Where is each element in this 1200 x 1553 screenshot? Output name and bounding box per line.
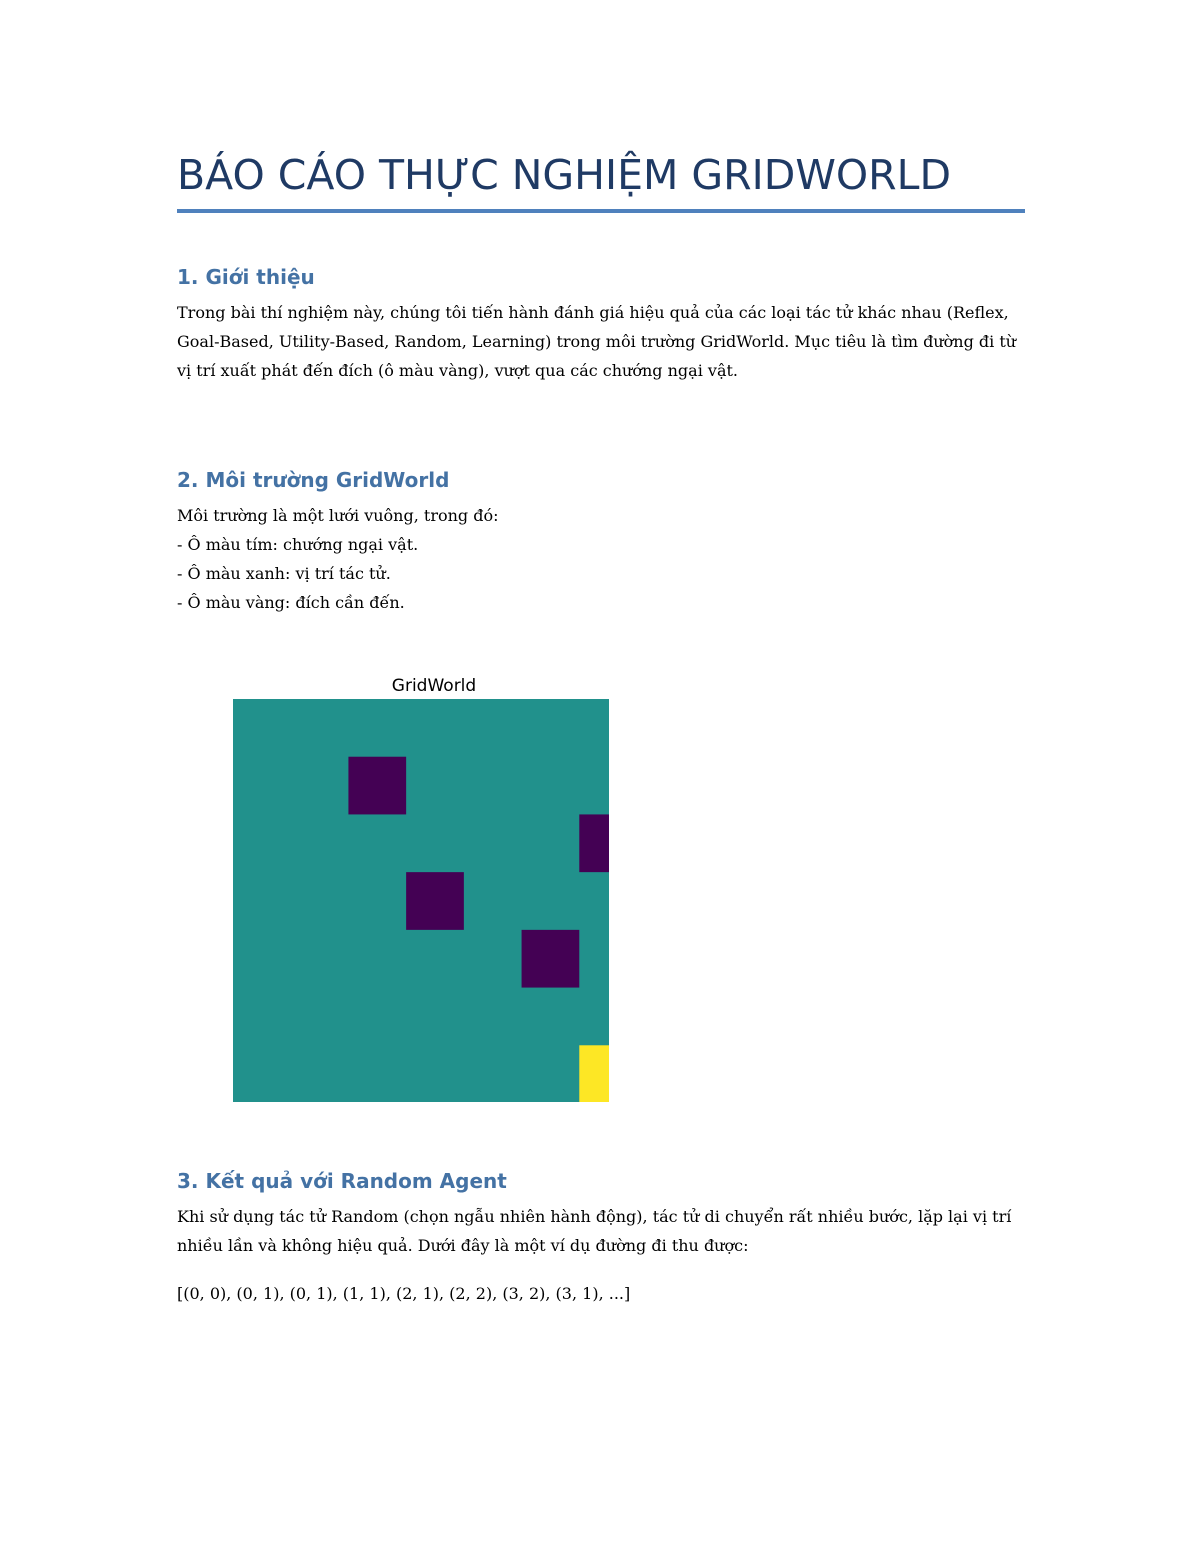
intro-paragraph: Trong bài thí nghiệm này, chúng tôi tiến hành đánh giá hiệu quả của các loại tác tử khác nhau (Reflex, Goal-Based, Utility-Based, Random, Learning) trong môi trường GridWorld. Mục tiêu là tìm đường đi từ vị trí xuất phát đến đích (ô màu vàng), vượt qua các chướng ngại vật. [177, 303, 1017, 380]
grid-cell-obstacle [348, 757, 406, 815]
grid-cell-obstacle [579, 814, 609, 872]
grid-cell-goal [579, 1045, 609, 1102]
legend-item-agent: - Ô màu xanh: vị trí tác tử. [177, 564, 391, 583]
random-agent-paragraph: Khi sử dụng tác tử Random (chọn ngẫu nhiên hành động), tác tử di chuyển rất nhiều bước, lặp lại vị trí nhiều lần và không hiệu quả. Dưới đây là một ví dụ đường đi thu được: [177, 1207, 1012, 1255]
document-title: BÁO CÁO THỰC NGHIỆM GRIDWORLD [177, 151, 952, 199]
environment-intro: Môi trường là một lưới vuông, trong đó: [177, 506, 499, 525]
section-heading-environment: 2. Môi trường GridWorld [177, 468, 450, 492]
gridworld-chart [205, 670, 609, 1102]
title-underline [177, 209, 1025, 213]
legend-item-goal: - Ô màu vàng: đích cần đến. [177, 593, 405, 612]
section-heading-intro: 1. Giới thiệu [177, 265, 315, 289]
gridworld-figure [205, 670, 609, 1102]
grid-cell-obstacle [406, 872, 464, 930]
grid-cell-obstacle [522, 930, 580, 988]
section-heading-random-agent: 3. Kết quả với Random Agent [177, 1169, 507, 1193]
chart-title: GridWorld [391, 676, 477, 696]
legend-item-obstacle: - Ô màu tím: chướng ngại vật. [177, 535, 419, 554]
legend-list [177, 530, 418, 617]
agent-path-sequence: [(0, 0), (0, 1), (0, 1), (1, 1), (2, 1), (2, 2), (3, 2), (3, 1), ...] [177, 1284, 631, 1303]
